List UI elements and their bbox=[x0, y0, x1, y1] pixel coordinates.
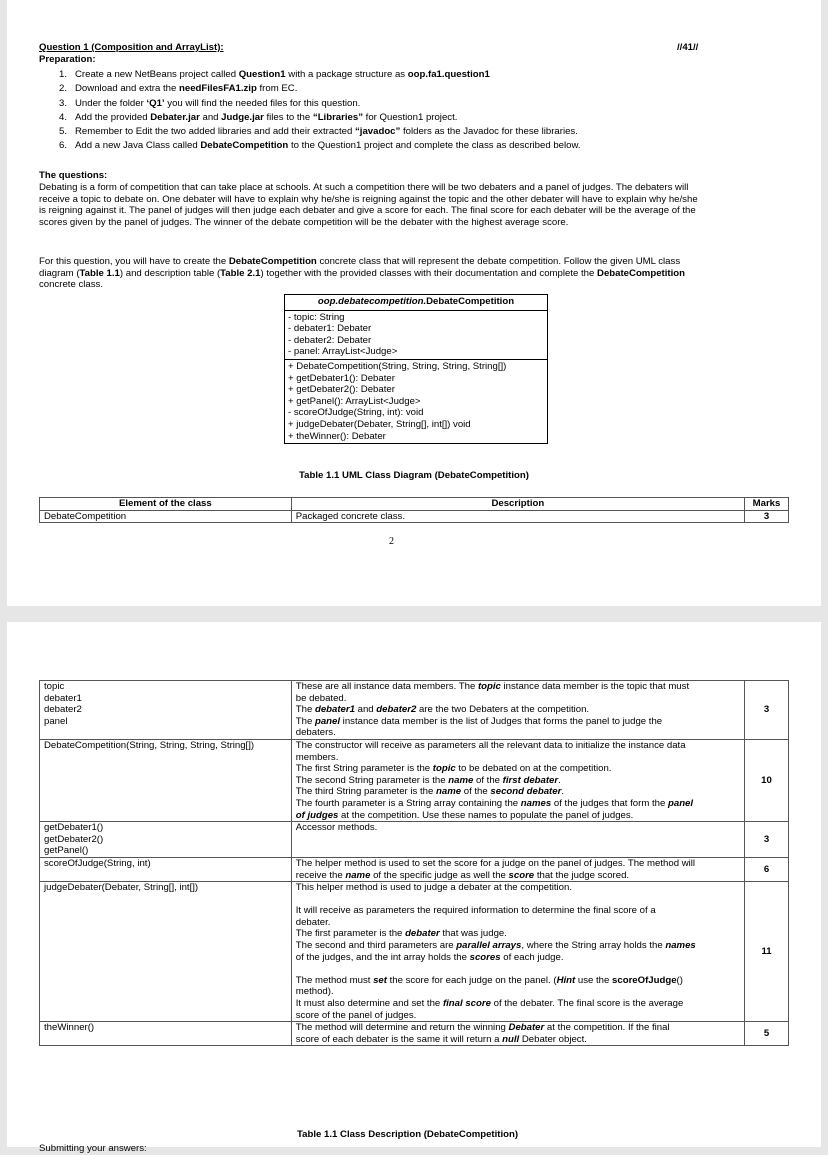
text-run: of the judges, and the int array holds the bbox=[295, 951, 470, 963]
text-run: Hint bbox=[556, 974, 576, 986]
text-run: The first String parameter is the bbox=[295, 763, 433, 775]
instructions-line-2 bbox=[39, 268, 789, 280]
description-line bbox=[296, 1010, 740, 1022]
page-number: 2 bbox=[389, 536, 394, 547]
element-name: getDebater2() bbox=[44, 833, 104, 845]
description-line bbox=[296, 786, 740, 798]
description-line bbox=[296, 917, 740, 929]
text-run: The method will determine and return the winning bbox=[295, 1022, 509, 1034]
text-run: Question1 bbox=[238, 69, 286, 80]
text-run: at the competition. Use these names to populate the panel of judges. bbox=[338, 809, 634, 821]
text-run: “Libraries” bbox=[312, 111, 364, 123]
description-line bbox=[296, 822, 740, 834]
text-run: Debater.jar bbox=[150, 111, 200, 123]
text-run: Create a new NetBeans project called bbox=[75, 69, 239, 80]
text-run: The method must bbox=[295, 974, 374, 986]
text-run: name bbox=[436, 786, 462, 798]
row-element: DebateCompetition bbox=[40, 510, 292, 523]
instructions-paragraph bbox=[39, 256, 789, 291]
text-run: use the bbox=[575, 974, 613, 986]
description-line bbox=[296, 798, 740, 810]
row-marks: 10 bbox=[745, 739, 789, 821]
description-line bbox=[296, 704, 740, 716]
uml-attribute: - debater1: Debater bbox=[288, 323, 372, 335]
text-run: scoreOfJudge bbox=[612, 974, 677, 986]
text-run: debater2 bbox=[376, 704, 417, 716]
text-run: oop.fa1.question1 bbox=[407, 69, 490, 80]
text-run: names bbox=[520, 797, 552, 809]
element-name: getPanel() bbox=[44, 845, 89, 857]
description-line bbox=[296, 716, 740, 728]
text-run: files to the bbox=[263, 111, 313, 123]
uml-class-name: DebateCompetition bbox=[426, 296, 515, 307]
text-run: of each judge. bbox=[500, 951, 564, 963]
instructions-line-1 bbox=[39, 256, 789, 268]
text-run: Table 2.1 bbox=[220, 267, 261, 279]
description-line bbox=[296, 858, 740, 870]
list-item bbox=[59, 125, 759, 139]
description-line bbox=[296, 810, 740, 822]
text-run: final score bbox=[442, 998, 491, 1010]
row-element bbox=[40, 681, 292, 740]
description-line bbox=[296, 752, 740, 764]
description-line bbox=[296, 940, 740, 952]
text-run: The bbox=[295, 704, 315, 716]
description-line bbox=[296, 894, 740, 906]
text-run: It must also determine and set the bbox=[295, 998, 443, 1010]
text-run: . bbox=[558, 774, 561, 786]
header-description: Description bbox=[291, 498, 744, 511]
item-number: 2. bbox=[59, 83, 68, 95]
text-run: ) together with the provided classes with their documentation and complete the bbox=[260, 267, 598, 279]
uml-method: - scoreOfJudge(String, int): void bbox=[288, 407, 424, 419]
uml-package: oop.debatecompetition. bbox=[317, 296, 427, 307]
item-number: 3. bbox=[59, 97, 68, 109]
text-run: () bbox=[676, 974, 683, 986]
row-marks: 3 bbox=[745, 510, 789, 523]
uml-caption: Table 1.1 UML Class Diagram (DebateCompetition) bbox=[299, 470, 529, 481]
element-name: topic bbox=[44, 681, 65, 692]
text-run: instance data member is the topic that must bbox=[500, 681, 690, 692]
item-number: 5. bbox=[59, 126, 68, 138]
text-run: Debater object. bbox=[519, 1033, 587, 1045]
instructions-line-3: concrete class. bbox=[39, 279, 103, 291]
text-run: instance data member is the list of Judges that forms the panel to judge the bbox=[340, 715, 663, 727]
row-element bbox=[40, 857, 292, 881]
description-line bbox=[296, 963, 740, 975]
paragraph-line: Debating is a form of competition that can take place at schools. At such a competition there will be two debaters and a panel of judges. The debaters will bbox=[39, 182, 689, 193]
uml-method: + getPanel(): ArrayList<Judge> bbox=[288, 395, 421, 407]
row-element bbox=[40, 1022, 292, 1046]
preparation-label: Preparation: bbox=[39, 54, 96, 65]
text-run: The helper method is used to set the score for a judge on the panel of judges. The method will bbox=[295, 857, 696, 869]
row-description bbox=[291, 681, 744, 740]
text-run: receive the bbox=[295, 869, 346, 881]
text-run: of the debater. The final score is the average bbox=[490, 998, 684, 1010]
table-row bbox=[40, 882, 789, 1022]
text-run: that was judge. bbox=[439, 928, 507, 940]
table-row bbox=[40, 739, 789, 821]
row-description: Packaged concrete class. bbox=[291, 510, 744, 523]
description-line bbox=[296, 998, 740, 1010]
description-line bbox=[296, 1022, 740, 1034]
text-run: with a package structure as bbox=[285, 69, 408, 80]
text-run: topic bbox=[477, 681, 501, 692]
row-marks: 11 bbox=[745, 882, 789, 1022]
text-run: names bbox=[665, 940, 696, 952]
uml-attributes bbox=[285, 311, 547, 359]
uml-method: + getDebater2(): Debater bbox=[288, 384, 395, 396]
uml-attribute: - topic: String bbox=[288, 311, 345, 323]
text-run: “javadoc” bbox=[354, 126, 401, 138]
list-item bbox=[59, 139, 759, 153]
text-run: The fourth parameter is a String array containing the bbox=[295, 797, 521, 809]
text-run: set bbox=[373, 974, 387, 986]
uml-method: + judgeDebater(Debater, String[], int[]) void bbox=[288, 418, 471, 430]
page-2 bbox=[7, 622, 821, 1154]
text-run: The bbox=[295, 715, 315, 727]
text-run: of the bbox=[473, 774, 503, 786]
questions-label: The questions: bbox=[39, 170, 108, 181]
text-run: needFilesFA1.zip bbox=[179, 83, 257, 95]
uml-title bbox=[285, 295, 547, 311]
text-run: to be debated on at the competition. bbox=[455, 763, 612, 775]
text-run: of the bbox=[461, 786, 491, 798]
row-element bbox=[40, 822, 292, 858]
text-run: name bbox=[345, 869, 371, 881]
row-marks: 5 bbox=[745, 1022, 789, 1046]
element-name: getDebater1() bbox=[44, 822, 104, 834]
text-run: Judge.jar bbox=[221, 111, 264, 123]
text-run: Accessor methods. bbox=[295, 822, 378, 834]
text-run: panel bbox=[668, 797, 694, 809]
page-1 bbox=[7, 0, 821, 606]
table-row bbox=[40, 1022, 789, 1046]
description-table-start bbox=[39, 497, 789, 523]
description-line bbox=[296, 905, 740, 917]
text-run: first debater bbox=[502, 774, 559, 786]
text-run: Add a new Java Class called bbox=[75, 140, 201, 152]
element-name: judgeDebater(Debater, String[], int[]) bbox=[44, 882, 199, 894]
table-row bbox=[40, 681, 789, 740]
text-run: the score for each judge on the panel. ( bbox=[386, 974, 557, 986]
text-run: you will find the needed files for this question. bbox=[164, 97, 361, 109]
row-description bbox=[291, 857, 744, 881]
uml-method: + DebateCompetition(String, String, String, String[]) bbox=[288, 360, 507, 372]
list-item bbox=[59, 82, 759, 96]
uml-attribute: - debater2: Debater bbox=[288, 334, 372, 346]
text-run: Remember to Edit the two added libraries and add their extracted bbox=[75, 126, 355, 138]
description-line bbox=[296, 882, 740, 894]
text-run: It will receive as parameters the required information to determine the final score of a bbox=[295, 905, 656, 917]
text-run: concrete class that will represent the debate competition. Follow the given UML class bbox=[316, 256, 681, 267]
text-run: of the judges that form the bbox=[551, 797, 668, 809]
text-run: The second String parameter is the bbox=[295, 774, 449, 786]
text-run: of judges bbox=[295, 809, 339, 821]
element-name: panel bbox=[44, 715, 68, 727]
row-description bbox=[291, 1022, 744, 1046]
text-run: , where the String array holds the bbox=[521, 940, 666, 952]
text-run: members. bbox=[295, 751, 339, 763]
text-run: that the judge scored. bbox=[534, 869, 630, 881]
description-line bbox=[296, 763, 740, 775]
row-element bbox=[40, 882, 292, 1022]
uml-method: + theWinner(): Debater bbox=[288, 430, 386, 442]
description-line bbox=[296, 986, 740, 998]
description-line bbox=[296, 975, 740, 987]
list-item bbox=[59, 111, 759, 125]
text-run: debater bbox=[405, 928, 440, 940]
element-name: scoreOfJudge(String, int) bbox=[44, 857, 151, 869]
text-run: at the competition. If the final bbox=[544, 1022, 670, 1034]
text-run: debaters. bbox=[295, 727, 336, 739]
element-name: debater1 bbox=[44, 692, 82, 704]
text-run: This helper method is used to judge a debater at the competition. bbox=[295, 882, 573, 894]
text-run: of the specific judge as well the bbox=[370, 869, 509, 881]
text-run: and bbox=[199, 111, 222, 123]
text-run: These are all instance data members. The bbox=[295, 681, 478, 692]
question-title: Question 1 (Composition and ArrayList): bbox=[39, 42, 224, 53]
text-run: to the Question1 project and complete the class as described below. bbox=[288, 140, 581, 152]
text-run: diagram ( bbox=[39, 267, 80, 279]
description-line bbox=[296, 740, 740, 752]
text-run: panel bbox=[314, 715, 341, 727]
item-number: 4. bbox=[59, 111, 68, 123]
text-run: debater. bbox=[295, 916, 331, 928]
text-run: score of the panel of judges. bbox=[295, 1009, 417, 1021]
uml-method: + getDebater1(): Debater bbox=[288, 372, 395, 384]
item-number: 6. bbox=[59, 140, 68, 152]
text-run: are the two Debaters at the competition. bbox=[416, 704, 590, 716]
row-description bbox=[291, 739, 744, 821]
text-run: for Question1 project. bbox=[363, 111, 458, 123]
description-line bbox=[296, 1034, 740, 1046]
text-run: The second and third parameters are bbox=[295, 940, 457, 952]
text-run: The third String parameter is the bbox=[295, 786, 436, 798]
description-line bbox=[296, 693, 740, 705]
paragraph-line: scores given by the panel of judges. The winner of the debate competition will be the debater with the highest average score. bbox=[39, 216, 569, 228]
question-code: //41// bbox=[677, 42, 699, 53]
text-run: ‘Q1’ bbox=[146, 97, 165, 109]
paragraph-line: receive a topic to debate on. One debater will have to explain why he/she is reigning against the topic and the other debater will have to explain why he/she bbox=[39, 193, 698, 205]
text-run: DebateCompetition bbox=[228, 256, 317, 267]
description-table-continued bbox=[39, 680, 789, 1046]
text-run: be debated. bbox=[295, 692, 347, 704]
uml-methods bbox=[285, 359, 547, 443]
row-description bbox=[291, 882, 744, 1022]
text-run: DebateCompetition bbox=[200, 140, 289, 152]
text-run: For this question, you will have to create the bbox=[39, 256, 229, 267]
element-name: DebateCompetition(String, String, String, String[]) bbox=[44, 739, 255, 751]
row-marks: 3 bbox=[745, 681, 789, 740]
table-row bbox=[40, 510, 789, 523]
list-item bbox=[59, 97, 759, 111]
row-marks: 6 bbox=[745, 857, 789, 881]
text-run: The first parameter is the bbox=[295, 928, 406, 940]
preparation-list bbox=[59, 68, 759, 154]
row-element bbox=[40, 739, 292, 821]
text-run: Add the provided bbox=[75, 111, 151, 123]
table-header-row bbox=[40, 498, 789, 511]
header-marks: Marks bbox=[745, 498, 789, 511]
paragraph-line: is reigning against it. The panel of judges will then judge each debater and give a score for each. The final score for each debater will be the average of the bbox=[39, 205, 696, 217]
text-run: Under the folder bbox=[75, 97, 147, 109]
row-description bbox=[291, 822, 744, 858]
text-run: scores bbox=[469, 951, 501, 963]
text-run: parallel arrays bbox=[456, 940, 522, 952]
text-run: topic bbox=[432, 763, 456, 775]
description-line bbox=[296, 681, 740, 693]
submitting-heading: Submitting your answers: bbox=[39, 1143, 147, 1154]
element-name: theWinner() bbox=[44, 1022, 95, 1034]
class-description-caption: Table 1.1 Class Description (DebateCompetition) bbox=[297, 1129, 519, 1140]
text-run: Table 1.1 bbox=[79, 267, 120, 279]
text-run: score bbox=[508, 869, 535, 881]
table-row bbox=[40, 822, 789, 858]
text-run: Debater bbox=[508, 1022, 545, 1034]
description-line bbox=[296, 928, 740, 940]
description-line bbox=[296, 952, 740, 964]
description-line bbox=[296, 727, 740, 739]
text-run: Download and extra the bbox=[75, 83, 179, 95]
list-item bbox=[59, 68, 759, 82]
text-run: ) and description table ( bbox=[119, 267, 221, 279]
description-line bbox=[296, 870, 740, 882]
intro-paragraph bbox=[39, 182, 789, 228]
row-marks: 3 bbox=[745, 822, 789, 858]
text-run: method). bbox=[295, 986, 334, 998]
text-run: second debater bbox=[490, 786, 562, 798]
text-run: DebateCompetition bbox=[597, 267, 685, 279]
table-row bbox=[40, 857, 789, 881]
uml-attribute: - panel: ArrayList<Judge> bbox=[288, 346, 398, 358]
text-run: name bbox=[448, 774, 474, 786]
text-run: . bbox=[561, 786, 564, 798]
text-run: The constructor will receive as parameters all the relevant data to initialize the instance data bbox=[295, 739, 686, 751]
description-line bbox=[296, 775, 740, 787]
text-run: from EC. bbox=[256, 83, 298, 95]
text-run: score of each debater is the same it will return a bbox=[295, 1033, 503, 1045]
text-run: folders as the Javadoc for these libraries. bbox=[400, 126, 578, 138]
text-run: debater1 bbox=[314, 704, 355, 716]
text-run: null bbox=[502, 1033, 520, 1045]
header-element: Element of the class bbox=[40, 498, 292, 511]
text-run: and bbox=[354, 704, 377, 716]
item-number: 1. bbox=[59, 69, 68, 80]
uml-class-diagram bbox=[284, 294, 548, 444]
element-name: debater2 bbox=[44, 704, 82, 716]
